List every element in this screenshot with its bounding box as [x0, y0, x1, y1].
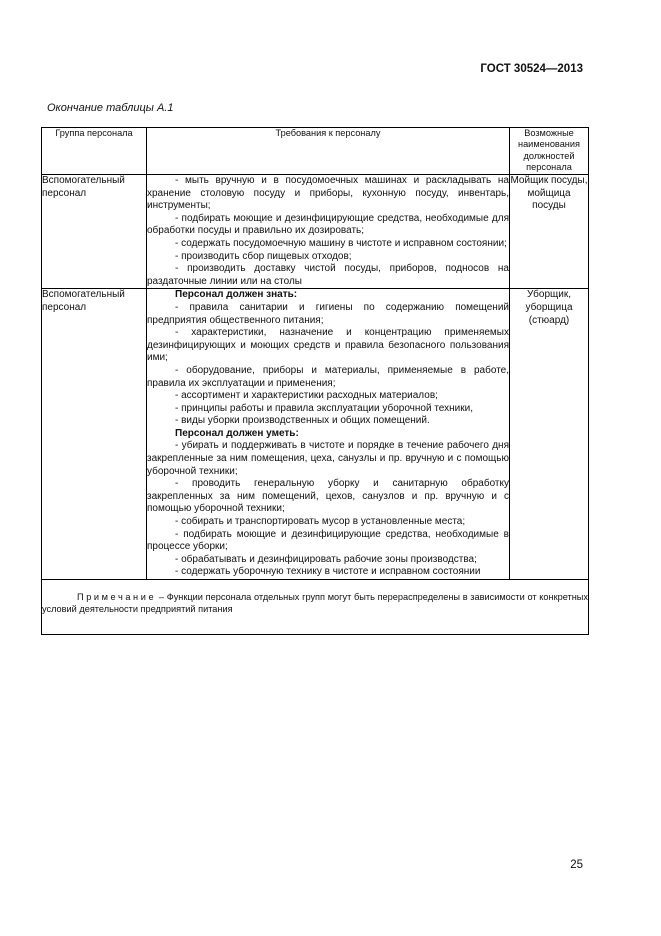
standard-code: ГОСТ 30524—2013 — [480, 63, 583, 75]
note-label: Примечание — [77, 592, 157, 602]
requirement-line: - правила санитарии и гигиены по содержанию помещений предприятия общественного питания; — [147, 301, 509, 326]
requirement-line: - оборудование, приборы и материалы, применяемые в работе, правила их эксплуатации и применения; — [147, 364, 509, 389]
requirement-line: - виды уборки производственных и общих помещений. — [175, 415, 430, 427]
requirement-subheading: Персонал должен знать: — [175, 289, 298, 301]
requirement-line: - ассортимент и характеристики расходных материалов; — [175, 390, 438, 402]
requirement-line: - содержать посудомоечную машину в чистоте и исправном состоянии; — [175, 237, 507, 249]
requirement-line: - мыть вручную и в посудомоечных машинах и раскладывать на хранение столовую посуду и приборы, кухонную посуду, инвентарь, инструменты; — [147, 175, 509, 212]
table-header-row — [42, 128, 589, 175]
requirement-line: - подбирать моющие и дезинфицирующие средства, необходимые в процессе уборки; — [147, 528, 509, 553]
note-text: – Функции персонала отдельных групп могут быть перераспределены в зависимости от конкретных условий деятельности предприятий питания — [42, 592, 588, 614]
requirement-line: - содержать уборочную технику в чистоте и исправном состоянии — [175, 566, 481, 578]
note-cell — [42, 580, 589, 635]
requirement-line: - производить сбор пищевых отходов; — [175, 250, 352, 262]
personnel-requirements-table — [41, 127, 589, 635]
table-caption: Окончание таблицы А.1 — [47, 102, 174, 114]
requirement-line: - собирать и транспортировать мусор в установленные места; — [175, 516, 466, 528]
requirement-subheading: Персонал должен уметь: — [175, 427, 299, 439]
requirement-line: - принципы работы и правила эксплуатации уборочной техники, — [175, 402, 473, 414]
requirement-line: - производить доставку чистой посуды, приборов, подносов на раздаточные линии или на столы — [147, 263, 509, 287]
column-header: Возможные наименования должностей персонала — [510, 128, 589, 175]
table-row — [42, 175, 589, 289]
table-row — [42, 289, 589, 580]
requirement-line: - обрабатывать и дезинфицировать рабочие зоны производства; — [175, 553, 477, 565]
requirement-line: - убирать и поддерживать в чистоте и порядке в течение рабочего дня закрепленные за ним помещения, цеха, санузлы и пр. вручную и с помощью уборочной техники; — [147, 440, 509, 477]
group-cell: Вспомогательный персонал — [42, 289, 147, 580]
column-header: Требования к персоналу — [147, 128, 510, 175]
group-cell: Вспомогательный персонал — [42, 175, 147, 289]
table-note — [42, 591, 588, 615]
requirement-line: - проводить генеральную уборку и санитарную обработку закрепленных за ним помещений, цехов, санузлов и пр. вручную и с помощью уборочной техники; — [147, 478, 509, 515]
requirements-cell — [147, 289, 510, 580]
requirement-line: - характеристики, назначение и концентрацию применяемых дезинфицирующих и моющих средств и правила безопасного пользования ими; — [147, 327, 509, 364]
requirement-line: - подбирать моющие и дезинфицирующие средства, необходимые для обработки посуды и правильно их дозировать; — [147, 212, 509, 237]
positions-cell: Мойщик посуды, мойщица посуды — [510, 175, 589, 289]
column-header: Группа персонала — [42, 128, 147, 175]
positions-cell: Уборщик, уборщица (стюард) — [510, 289, 589, 580]
table-note-row — [42, 580, 589, 635]
page-number: 25 — [570, 859, 583, 871]
requirements-cell — [147, 175, 510, 289]
